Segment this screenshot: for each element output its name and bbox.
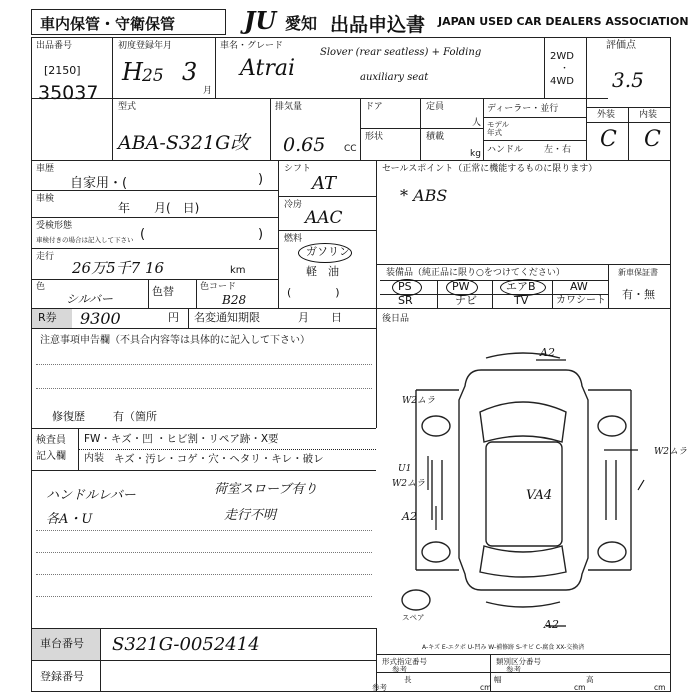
fuel-other: ( ) xyxy=(287,286,340,299)
score-label: 評価点 xyxy=(606,40,636,51)
model-year-label: モデル 年式 xyxy=(487,120,510,137)
equipment-pw: PW xyxy=(452,280,470,293)
selling-points-label: セールスポイント（正常に機能するものに限ります） xyxy=(382,164,598,174)
chassis-label: 車台番号 xyxy=(40,637,84,650)
association-name: JAPAN USED CAR DEALERS ASSOCIATION xyxy=(438,15,689,28)
load-unit: kg xyxy=(470,149,481,159)
drive-4wd: 4WD xyxy=(550,76,574,87)
inspector-label1: 検査員 xyxy=(36,435,66,446)
registration-era: H xyxy=(122,58,143,86)
note-left-line1: ハンドルレバー xyxy=(46,488,136,503)
inspector-label2: 記入欄 xyxy=(36,451,66,462)
storage-label: 車内保管・守衛保管 xyxy=(40,15,176,33)
later-docs-label: 後日品 xyxy=(382,314,410,324)
repair-label: 修復歴 xyxy=(52,410,85,423)
length-label: 長 xyxy=(404,675,412,684)
equipment-sr: SR xyxy=(398,294,413,307)
mark-a2-bottom: A2 xyxy=(544,618,559,631)
lot-bracket-code: [2150] xyxy=(44,64,81,77)
name-grade-label: 車名・グレード xyxy=(220,41,284,51)
history-close: ) xyxy=(258,172,264,187)
form-title: 出品申込書 xyxy=(330,14,426,36)
repair-value: 有（箇所 xyxy=(113,410,157,423)
acceptance-note: 車検付きの場合は記入して下さい xyxy=(36,236,134,244)
recycle-label: R券 xyxy=(38,311,57,324)
tax-label: 名変通知期限 xyxy=(194,311,260,324)
model-value: ABA-S321G改 xyxy=(118,132,250,154)
shift-value: AT xyxy=(312,173,337,194)
notes-label: 注意事項申告欄（不具合内容等は具体的に記入して下さい） xyxy=(40,335,310,346)
recycle-unit: 円 xyxy=(168,311,179,324)
height-label: 高 xyxy=(586,675,594,684)
tax-value: 月 日 xyxy=(298,311,342,324)
note-left-line2: 各A・U xyxy=(46,512,93,527)
logo-region: 愛知 xyxy=(285,14,318,33)
color-change-label: 色替 xyxy=(152,285,174,298)
new-car-warranty-label: 新車保証書 xyxy=(618,268,658,277)
lot-number: 35037 xyxy=(38,82,99,104)
equipment-navi: ナビ xyxy=(455,294,477,307)
fuel-gasoline: ガソリン xyxy=(306,245,350,258)
form-no-label: 形式指定番号 xyxy=(382,657,427,666)
height-unit: cm xyxy=(654,683,666,692)
fuel-label: 燃料 xyxy=(284,234,303,244)
score-interior-label: 内装 xyxy=(639,110,658,120)
equipment-airbag: エアB xyxy=(506,280,536,293)
handle-label: ハンドル xyxy=(487,145,524,155)
note-right-line1: 荷室スローブ有り xyxy=(214,482,318,497)
registration-month: 3 xyxy=(182,58,198,86)
aircon-label: 冷房 xyxy=(284,200,303,210)
handle-value: 左・右 xyxy=(544,145,572,155)
mark-a2-top: A2 xyxy=(540,346,555,359)
new-car-warranty-value: 有・無 xyxy=(622,288,655,301)
mark-w2-left: W2ムラ xyxy=(392,479,425,489)
color-label: 色 xyxy=(36,282,46,292)
car-name: Atrai xyxy=(240,56,296,81)
registration-year: 25 xyxy=(142,66,164,86)
drive-2wd: 2WD xyxy=(550,51,574,62)
score-value: 3.5 xyxy=(612,68,644,92)
score-interior-value: C xyxy=(644,127,661,152)
shift-label: シフト xyxy=(284,164,312,174)
load-label: 積載 xyxy=(426,132,445,142)
grade-line1: Slover (rear seatless) + Folding xyxy=(320,47,482,58)
registration-label: 初度登録年月 xyxy=(118,41,173,51)
mark-u1: U1 xyxy=(398,464,412,474)
history-value: 自家用・( xyxy=(70,176,128,191)
ref-label: 参考 xyxy=(372,683,387,692)
acceptance-label: 受検形態 xyxy=(36,221,73,231)
mileage-label: 走行 xyxy=(36,252,55,262)
equipment-tv: TV xyxy=(514,294,529,307)
drive-dot: ・ xyxy=(560,64,570,74)
score-exterior-label: 外装 xyxy=(597,110,616,120)
class-no-ref: 参考 xyxy=(506,665,521,674)
spare-label: スペア xyxy=(402,613,425,622)
class-no-label: 類別区分番号 xyxy=(496,657,541,666)
history-label: 車歴 xyxy=(36,164,55,174)
capacity-unit: 人 xyxy=(472,118,482,128)
inspection-value: 年 月( 日) xyxy=(118,201,200,215)
grade-line2: auxiliary seat xyxy=(360,72,429,83)
inspector-exterior-line: FW・キズ・凹 ・ヒビ割・リペア跡・X要 xyxy=(84,433,279,445)
aircon-value: AAC xyxy=(305,208,343,228)
shape-label: 形状 xyxy=(365,132,384,142)
mark-w2-right: W2ムラ xyxy=(654,447,687,457)
storage-label-box xyxy=(31,9,226,35)
score-exterior-value: C xyxy=(600,127,617,152)
damage-legend: A-キズ E-エクボ U-凹み W-補修跡 S-サビ C-腐食 XX-交換済 xyxy=(422,644,585,651)
recycle-value: 9300 xyxy=(80,309,121,328)
width-unit: cm xyxy=(574,683,586,692)
acceptance-value: ( xyxy=(140,227,146,242)
inspector-interior-label: 内装 xyxy=(84,453,104,464)
color-value: シルバー xyxy=(66,292,113,306)
displacement-value: 0.65 xyxy=(283,134,326,156)
equipment-power-seat: カワシート xyxy=(556,295,606,306)
plate-label: 登録番号 xyxy=(40,670,84,683)
doors-label: ドア xyxy=(365,102,383,112)
width-label: 幅 xyxy=(494,675,502,684)
equipment-label: 装備品（純正品に限り○をつけてください） xyxy=(386,268,565,278)
ju-logo: JU xyxy=(244,6,277,35)
lot-label: 出品番号 xyxy=(36,41,73,51)
mileage-unit: km xyxy=(230,265,246,276)
capacity-label: 定員 xyxy=(426,102,445,112)
color-code-label: 色コード xyxy=(200,282,237,292)
dealer-label: ディーラー・並行 xyxy=(487,104,559,114)
registration-month-unit: 月 xyxy=(203,86,213,96)
equipment-aw: AW xyxy=(570,280,588,293)
acceptance-close: ) xyxy=(258,227,264,242)
mark-a2-left: A2 xyxy=(402,510,417,523)
mileage-value: 26万5千7 16 xyxy=(72,259,165,277)
color-code-value: B28 xyxy=(222,293,247,307)
displacement-label: 排気量 xyxy=(275,102,303,112)
displacement-unit: CC xyxy=(344,144,357,154)
model-label: 型式 xyxy=(118,102,137,112)
length-unit: cm xyxy=(480,683,492,692)
mark-va4: VA4 xyxy=(526,488,553,503)
selling-points-value: * ABS xyxy=(400,186,448,205)
mark-w2-left-top: W2ムラ xyxy=(402,396,435,406)
chassis-value: S321G-0052414 xyxy=(112,634,260,655)
inspector-interior-line: キズ・汚レ・コゲ・穴・ヘタリ・キレ・破レ xyxy=(114,453,324,465)
inspection-label: 車検 xyxy=(36,194,55,204)
fuel-diesel: 軽 油 xyxy=(306,265,339,278)
equipment-ps: PS xyxy=(398,280,412,293)
note-right-line2: 走行不明 xyxy=(224,508,277,523)
form-no-ref: 参考 xyxy=(392,665,407,674)
